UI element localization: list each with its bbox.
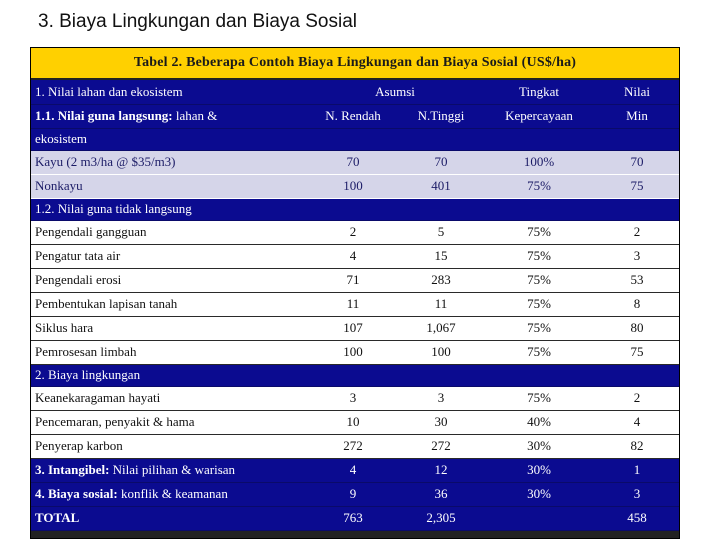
cell-tinggi: 283 <box>399 268 483 292</box>
cell-tingkat: 75% <box>483 268 595 292</box>
cell-tinggi: 272 <box>399 434 483 458</box>
row-label: Pemrosesan limbah <box>31 340 307 364</box>
section-header-2 <box>31 364 679 386</box>
cell-nilai: 53 <box>595 268 679 292</box>
cell-tingkat: 40% <box>483 410 595 434</box>
cell-nilai: 1 <box>595 458 679 482</box>
table-row <box>31 268 679 292</box>
row-biaya-sosial <box>31 482 679 506</box>
cell-rendah: 4 <box>307 458 399 482</box>
cell-tinggi: 36 <box>399 482 483 506</box>
cell-tingkat: 30% <box>483 482 595 506</box>
table-row <box>31 174 679 198</box>
header-label-continued: ekosistem <box>31 128 307 150</box>
table-row <box>31 386 679 410</box>
row-label: Keanekaragaman hayati <box>31 386 307 410</box>
cell-rendah: 272 <box>307 434 399 458</box>
table-row <box>31 316 679 340</box>
table-row <box>31 340 679 364</box>
cell-rendah: 107 <box>307 316 399 340</box>
header-label: 1. Nilai lahan dan ekosistem <box>31 80 307 104</box>
cell-nilai: 75 <box>595 174 679 198</box>
cell-tinggi: 11 <box>399 292 483 316</box>
label-bold: 1.1. Nilai guna langsung: <box>35 108 173 123</box>
table-row <box>31 434 679 458</box>
cell-tingkat: 30% <box>483 458 595 482</box>
header-row-3 <box>31 128 679 150</box>
row-label: Siklus hara <box>31 316 307 340</box>
label-bold: 4. Biaya sosial: <box>35 486 118 501</box>
label-bold: 3. Intangibel: <box>35 462 110 477</box>
header-asumsi: Asumsi <box>307 80 483 104</box>
section-header-1-2 <box>31 198 679 220</box>
header-min: Min <box>595 104 679 128</box>
slide-title: 3. Biaya Lingkungan dan Biaya Sosial <box>38 11 358 32</box>
cell-nilai: 80 <box>595 316 679 340</box>
header-n-tinggi: N.Tinggi <box>399 104 483 128</box>
label-rest: lahan & <box>172 108 218 123</box>
cell-nilai: 8 <box>595 292 679 316</box>
row-label <box>31 482 307 506</box>
header-kepercayaan: Kepercayaan <box>483 104 595 128</box>
cell-tinggi: 15 <box>399 244 483 268</box>
header-nilai: Nilai <box>595 80 679 104</box>
cell-tinggi: 100 <box>399 340 483 364</box>
cell-tinggi: 3 <box>399 386 483 410</box>
header-n-rendah: N. Rendah <box>307 104 399 128</box>
cost-table-grid <box>31 80 679 531</box>
cell-tingkat: 100% <box>483 150 595 174</box>
row-label: Pengatur tata air <box>31 244 307 268</box>
section-label: 2. Biaya lingkungan <box>31 364 307 386</box>
row-label: Pembentukan lapisan tanah <box>31 292 307 316</box>
table-row <box>31 220 679 244</box>
cell-tingkat: 75% <box>483 220 595 244</box>
row-label: TOTAL <box>31 506 307 530</box>
row-label: Pengendali gangguan <box>31 220 307 244</box>
cell-tinggi: 12 <box>399 458 483 482</box>
cell-rendah: 763 <box>307 506 399 530</box>
row-label <box>31 458 307 482</box>
cell-rendah: 11 <box>307 292 399 316</box>
cell-rendah: 9 <box>307 482 399 506</box>
header-row-2 <box>31 104 679 128</box>
row-intangibel <box>31 458 679 482</box>
table-row <box>31 150 679 174</box>
cell-rendah: 4 <box>307 244 399 268</box>
row-label: Pencemaran, penyakit & hama <box>31 410 307 434</box>
header-row-1 <box>31 80 679 104</box>
cell-nilai: 82 <box>595 434 679 458</box>
header-tingkat: Tingkat <box>483 80 595 104</box>
cell-tinggi: 5 <box>399 220 483 244</box>
label-rest: konflik & keamanan <box>117 486 228 501</box>
cell-rendah: 2 <box>307 220 399 244</box>
cell-tinggi: 1,067 <box>399 316 483 340</box>
cell-nilai: 4 <box>595 410 679 434</box>
section-label: 1.2. Nilai guna tidak langsung <box>31 198 307 220</box>
cell-tinggi: 70 <box>399 150 483 174</box>
row-total <box>31 506 679 530</box>
table-row <box>31 410 679 434</box>
cell-tingkat <box>483 506 595 530</box>
cell-tingkat: 75% <box>483 340 595 364</box>
cell-rendah: 10 <box>307 410 399 434</box>
cell-tingkat: 75% <box>483 244 595 268</box>
cell-tinggi: 2,305 <box>399 506 483 530</box>
cell-rendah: 70 <box>307 150 399 174</box>
cell-nilai: 3 <box>595 482 679 506</box>
cell-rendah: 100 <box>307 174 399 198</box>
cell-tinggi: 30 <box>399 410 483 434</box>
header-subsection-label <box>31 104 307 128</box>
cell-nilai: 458 <box>595 506 679 530</box>
row-label: Pengendali erosi <box>31 268 307 292</box>
label-rest: Nilai pilihan & warisan <box>109 462 236 477</box>
table-row <box>31 292 679 316</box>
row-label: Kayu (2 m3/ha @ $35/m3) <box>31 150 307 174</box>
row-label: Penyerap karbon <box>31 434 307 458</box>
table-caption: Tabel 2. Beberapa Contoh Biaya Lingkungan dan Biaya Sosial (US$/ha) <box>31 48 679 78</box>
cell-rendah: 71 <box>307 268 399 292</box>
cell-nilai: 2 <box>595 386 679 410</box>
cell-nilai: 75 <box>595 340 679 364</box>
cell-nilai: 2 <box>595 220 679 244</box>
cell-tinggi: 401 <box>399 174 483 198</box>
cost-table <box>30 47 680 539</box>
table-row <box>31 244 679 268</box>
cell-tingkat: 75% <box>483 174 595 198</box>
cell-rendah: 100 <box>307 340 399 364</box>
cell-tingkat: 75% <box>483 386 595 410</box>
cell-tingkat: 75% <box>483 292 595 316</box>
cell-nilai: 70 <box>595 150 679 174</box>
row-label: Nonkayu <box>31 174 307 198</box>
cell-nilai: 3 <box>595 244 679 268</box>
cell-rendah: 3 <box>307 386 399 410</box>
cell-tingkat: 30% <box>483 434 595 458</box>
cell-tingkat: 75% <box>483 316 595 340</box>
